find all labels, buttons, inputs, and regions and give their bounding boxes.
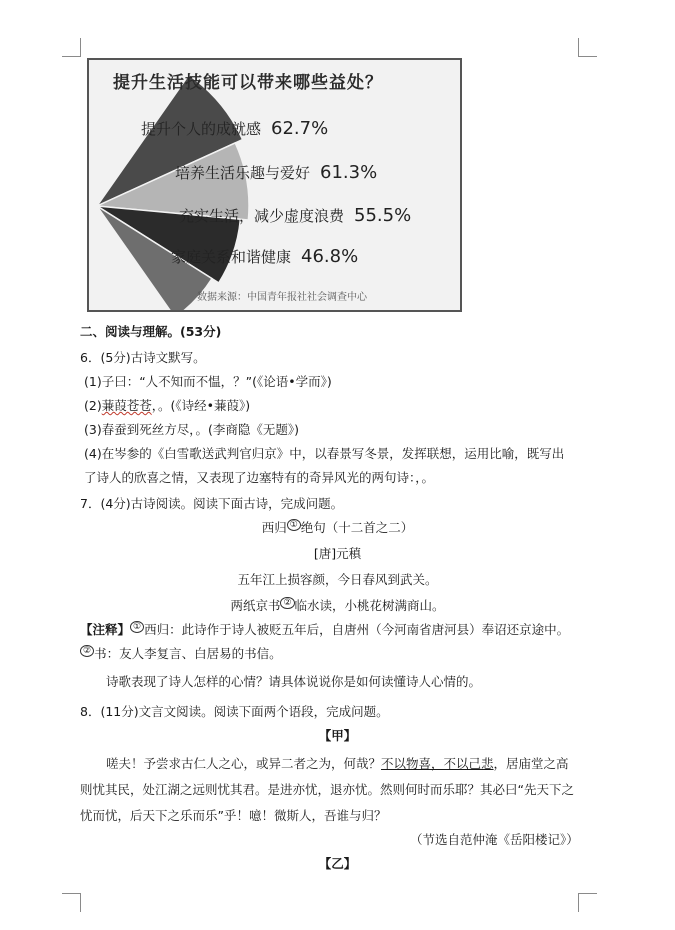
passage-jia-line1-b: ，居庙堂之高 — [493, 756, 569, 771]
q6-item-2-spell: 蒹葭苍苍 — [101, 398, 152, 413]
poem-note-2 — [80, 644, 282, 662]
chart-title: 提升生活技能可以带来哪些益处？ — [113, 73, 383, 93]
poem-line-2-a: 两纸京书 — [230, 598, 281, 613]
poem-title — [0, 518, 675, 536]
corner-mark-bottom-left — [62, 893, 81, 912]
slice-category-1: 提升个人的成就感 — [141, 120, 262, 138]
slice-category-3: 充实生活，减少虚度浪费 — [179, 207, 345, 225]
q6-item-2-num: (2) — [84, 398, 102, 413]
slice-category-2: 培养生活乐趣与爱好 — [175, 164, 311, 182]
passage-yi-label: 【乙】 — [318, 856, 357, 871]
note-1-text: 西归：此诗作于诗人被贬五年后，自唐州（今河南省唐河县）奉诏还京途中。 — [144, 622, 570, 637]
slice-pct-3: 55.5% — [354, 205, 412, 226]
footnote-mark-1: ① — [287, 519, 301, 531]
corner-mark-bottom-right — [578, 893, 597, 912]
poem-author: [唐]元稹 — [313, 546, 362, 561]
poem-note-1 — [80, 620, 569, 638]
poem-title-main: 西归 — [261, 520, 287, 535]
passage-jia-label: 【甲】 — [318, 728, 357, 743]
q7-question: 诗歌表现了诗人怎样的心情？请具体说说你是如何读懂诗人心情的。 — [106, 674, 482, 689]
slice-pct-1: 62.7% — [271, 118, 329, 139]
corner-mark-top-left — [62, 38, 81, 57]
q6-item-4-line1: (4)在岑参的《白雪歌送武判官归京》中，以春景写冬景，发挥联想，运用比喻，既写出 — [84, 446, 565, 461]
note-2-mark: ② — [80, 645, 94, 657]
slice-label-1 — [141, 118, 328, 139]
poem-line-2 — [0, 596, 675, 614]
note-1-mark: ① — [130, 621, 144, 633]
passage-jia-line2: 则忧其民，处江湖之远则忧其君。是进亦忧，退亦忧。然则何时而乐耶？其必曰“先天下之 — [80, 782, 574, 797]
passage-jia-line1 — [106, 754, 569, 772]
slice-label-3 — [179, 205, 411, 226]
note-label: 【注释】 — [80, 622, 131, 637]
poem-line-1: 五年江上损容颜，今日春风到武关。 — [237, 572, 438, 587]
survey-pie-figure — [87, 58, 462, 312]
passage-jia-underlined: 不以物喜，不以己悲 — [381, 756, 494, 771]
slice-category-4: 家庭关系和谐健康 — [171, 248, 292, 266]
q6-item-1: (1)子曰：“人不知而不愠，？”(《论语•学而》) — [84, 374, 332, 389]
q6-title: 6．(5分)古诗文默写。 — [80, 350, 206, 365]
chart-source: 数据来源：中国青年报社社会调查中心 — [197, 292, 367, 303]
slice-pct-4: 46.8% — [301, 246, 359, 267]
q6-item-2-rest: ，。(《诗经•蒹葭》) — [151, 398, 251, 413]
poem-title-sub: 绝句（十二首之二） — [300, 520, 414, 535]
section-2-heading: 二、阅读与理解。(53分) — [80, 324, 222, 339]
passage-jia-source: （节选自范仲淹《岳阳楼记》） — [410, 832, 579, 847]
slice-pct-2: 61.3% — [320, 162, 378, 183]
q8-title: 8．(11分)文言文阅读。阅读下面两个语段，完成问题。 — [80, 704, 389, 719]
q6-item-3: (3)春蚕到死丝方尽，。(李商隐《无题》) — [84, 422, 299, 437]
passage-jia-line3: 忧而忧，后天下之乐而乐”乎！噫！微斯人，吾谁与归？ — [80, 808, 387, 823]
footnote-mark-2: ② — [280, 597, 294, 609]
slice-label-2 — [175, 162, 377, 183]
q6-item-4-line2: 了诗人的欣喜之情，又表现了边塞特有的奇异风光的两句诗：，。 — [84, 470, 435, 485]
pie-chart — [89, 60, 460, 310]
poem-line-2-b: 临水读，小桃花树满商山。 — [294, 598, 445, 613]
corner-mark-top-right — [578, 38, 597, 57]
passage-jia-line1-a: 嗟夫！予尝求古仁人之心，或异二者之为，何哉？ — [106, 756, 382, 771]
q7-title: 7．(4分)古诗阅读。阅读下面古诗，完成问题。 — [80, 496, 344, 511]
slice-label-4 — [171, 246, 358, 267]
note-2-text: 书：友人李复言、白居易的书信。 — [94, 646, 282, 661]
q6-item-2 — [84, 396, 250, 414]
